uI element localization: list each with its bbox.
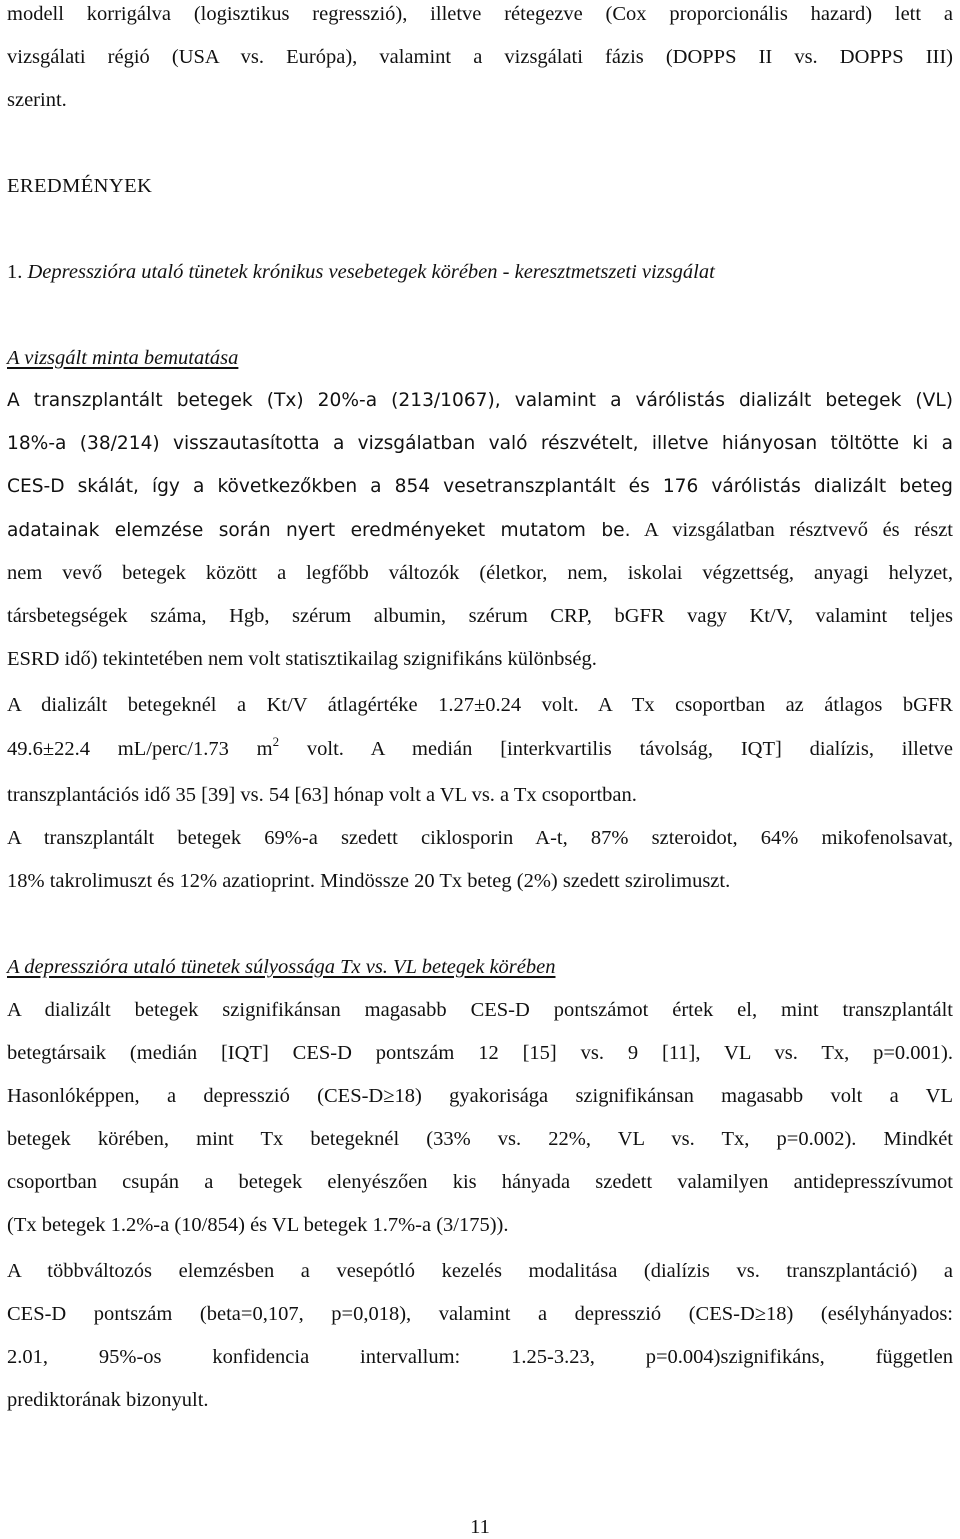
severity-line-1: A dializált betegek szignifikánsan magasabb CES-D pontszámot értek el, mint transzplantált: [7, 999, 953, 1021]
severity-line-9: 2.01, 95%-os konfidencia intervallum: 1.25-3.23, p=0.004)szignifikáns, független: [7, 1346, 953, 1368]
sample-line-5: nem vevő betegek között a legfőbb változók (életkor, nem, iskolai végzettség, anyagi helyzet,: [7, 562, 953, 584]
intro-line-2: vizsgálati régió (USA vs. Európa), valamint a vizsgálati fázis (DOPPS II vs. DOPPS III): [7, 46, 953, 68]
section-1-title: [7, 260, 715, 284]
severity-line-4: betegek körében, mint Tx betegeknél (33% vs. 22%, VL vs. Tx, p=0.002). Mindkét: [7, 1128, 953, 1150]
severity-line-8: CES-D pontszám (beta=0,107, p=0,018), valamint a depresszió (CES-D≥18) (esélyhányados:: [7, 1303, 953, 1325]
severity-line-5: csoportban csupán a betegek elenyészően kis hányada szedett valamilyen antidepresszívumot: [7, 1171, 953, 1193]
severity-line-3: Hasonlóképpen, a depresszió (CES-D≥18) gyakorisága szignifikánsan magasabb volt a VL: [7, 1085, 953, 1107]
sample-line-6: társbetegségek száma, Hgb, szérum albumin, szérum CRP, bGFR vagy Kt/V, valamint teljes: [7, 605, 953, 627]
superscript-2: 2: [272, 734, 280, 749]
sample-line-4-sans: adatainak elemzése során nyert eredményeket mutatom be.: [7, 520, 631, 541]
severity-line-6: (Tx betegek 1.2%-a (10/854) és VL betegek 1.7%-a (3/175)).: [7, 1214, 509, 1236]
sample-line-9: [7, 734, 953, 761]
sample-line-4-serif: A vizsgálatban résztvevő és részt: [630, 519, 953, 541]
sample-line-9-a: 49.6±22.4 mL/perc/1.73 m: [7, 738, 273, 760]
sample-line-3: CES-D skálát, így a következőkben a 854 vesetranszplantált és 176 várólistás dializált beteg: [7, 476, 953, 497]
severity-line-10: prediktorának bizonyult.: [7, 1389, 209, 1411]
page-number: 11: [470, 1516, 490, 1538]
sample-line-9-b: volt. A medián [interkvartilis távolság, IQT] dialízis, illetve: [279, 738, 953, 760]
section-1-title-text: Depresszióra utaló tünetek krónikus vesebetegek körében - keresztmetszeti vizsgálat: [27, 261, 715, 283]
intro-line-3: szerint.: [7, 89, 67, 111]
sample-subheading: A vizsgált minta bemutatása: [7, 347, 239, 369]
section-1-number: 1.: [7, 261, 23, 283]
sample-line-1: A transzplantált betegek (Tx) 20%-a (213/1067), valamint a várólistás dializált betegek (VL): [7, 390, 953, 411]
sample-line-8: A dializált betegeknél a Kt/V átlagértéke 1.27±0.24 volt. A Tx csoportban az átlagos bGFR: [7, 694, 953, 716]
sample-line-12: 18% takrolimuszt és 12% azatioprint. Mindössze 20 Tx beteg (2%) szedett szirolimuszt.: [7, 870, 731, 892]
severity-line-7: A többváltozós elemzésben a vesepótló kezelés modalitása (dialízis vs. transzplantáció) a: [7, 1260, 953, 1282]
sample-line-10: transzplantációs idő 35 [39] vs. 54 [63] hónap volt a VL vs. a Tx csoportban.: [7, 784, 637, 806]
intro-line-1: modell korrigálva (logisztikus regresszió), illetve rétegezve (Cox proporcionális hazard) lett a: [7, 3, 953, 25]
sample-line-11: A transzplantált betegek 69%-a szedett ciklosporin A-t, 87% szteroidot, 64% mikofenolsavat,: [7, 827, 953, 849]
results-heading: EREDMÉNYEK: [7, 175, 153, 197]
sample-line-4: [7, 518, 953, 543]
severity-line-2: betegtársaik (medián [IQT] CES-D pontszám 12 [15] vs. 9 [11], VL vs. Tx, p=0.001).: [7, 1042, 953, 1064]
sample-line-2: 18%-a (38/214) visszautasította a vizsgálatban való részvételt, illetve hiányosan töltötte ki a: [7, 433, 953, 454]
severity-subheading: A depresszióra utaló tünetek súlyossága Tx vs. VL betegek körében: [7, 956, 556, 978]
sample-line-7: ESRD idő) tekintetében nem volt statisztikailag szignifikáns különbség.: [7, 648, 597, 670]
